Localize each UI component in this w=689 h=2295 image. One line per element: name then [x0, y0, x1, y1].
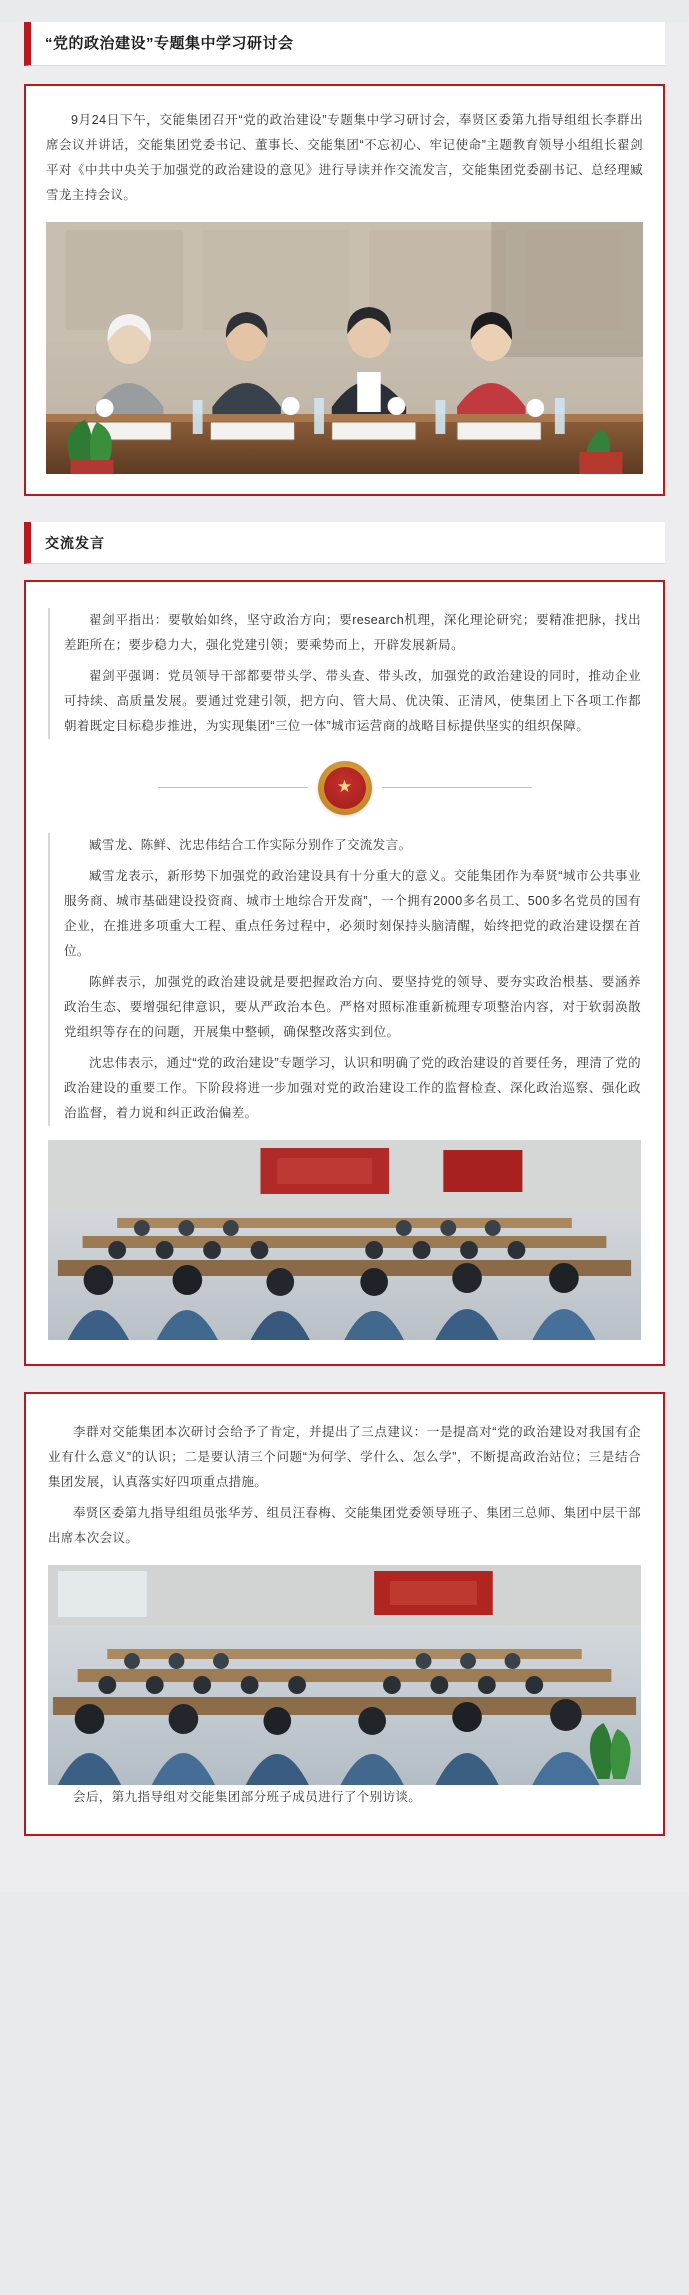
conclusion-paragraph-1: 李群对交能集团本次研讨会给予了肯定，并提出了三点建议：一是提高对“党的政治建设对我国有企业有什么意义”的认识；二是要认清三个问题“为何学、学什么、怎么学”，不断提高政治站位；三是结合集团发展，认真落实好四项重点措施。	[48, 1424, 641, 1489]
conclusion-photo-wrap	[48, 1565, 641, 1785]
page-title: “党的政治建设”专题集中学习研讨会	[45, 35, 294, 52]
conference-room-illustration-2	[48, 1565, 641, 1785]
exchange-photo-wrap	[48, 1140, 641, 1340]
section-intro-card	[24, 84, 665, 496]
panel-meeting-illustration	[46, 222, 643, 474]
exchange-paragraph-1: 翟剑平指出：要敬始如终，坚守政治方向；要research机理，深化理论研究；要精准把脉，找出差距所在；要步稳力大，强化党建引领；要乘势而上，开辟发展新局。	[64, 612, 641, 652]
conference-room-illustration-1	[48, 1140, 641, 1340]
star-icon: ★	[336, 777, 353, 797]
section-label-exchange	[24, 522, 665, 564]
ornament-line-right	[382, 787, 532, 788]
intro-photo-wrap	[46, 222, 643, 474]
panel-meeting-photo	[46, 222, 643, 474]
exchange-paragraph-6: 沈忠伟表示，通过“党的政治建设”专题学习，认识和明确了党的政治建设的首要任务，理清了党的政治建设的重要工作。下阶段将进一步加强对党的政治建设工作的监督检查、深化政治巡察、强化政治监督，着力说和纠正政治偏差。	[64, 1055, 641, 1120]
section-conclusion-card	[24, 1392, 665, 1836]
conclusion-paragraph-2: 奉贤区委第九指导组组员张华芳、组员汪春梅、交能集团党委领导班子、集团三总师、集团中层干部出席本次会议。	[48, 1505, 641, 1545]
conference-room-photo-2	[48, 1565, 641, 1785]
emblem-inner	[324, 767, 366, 809]
party-emblem-ornament	[48, 761, 641, 815]
article-page	[0, 22, 689, 1892]
exchange-paragraph-2: 翟剑平强调：党员领导干部都要带头学、带头查、带头改，加强党的政治建设的同时，推动企业可持续、高质量发展。要通过党建引领，把方向、管大局、优决策、正清风，使集团上下各项工作都朝着既定目标稳步推进，为实现集团“三位一体”城市运营商的战略目标提供坚实的组织保障。	[64, 668, 641, 733]
section-exchange-card	[24, 580, 665, 1366]
ornament-line-left	[158, 787, 308, 788]
conference-room-photo-1	[48, 1140, 641, 1340]
emblem-badge	[318, 761, 372, 815]
exchange-paragraph-4: 臧雪龙表示，新形势下加强党的政治建设具有十分重大的意义。交能集团作为奉贤“城市公共事业服务商、城市基础建设投资商、城市土地综合开发商”，一个拥有2000多名员工、500多名党员的国有企业，在推进多项重大工程、重点任务过程中，必须时刻保持头脑清醒，始终把党的政治建设摆在首位。	[64, 868, 641, 958]
exchange-paragraph-5: 陈鲜表示，加强党的政治建设就是要把握政治方向、要坚持党的领导、要夯实政治根基、要涵养政治生态、要增强纪律意识，要从严政治本色。严格对照标准重新梳理专项整治内容，对于软弱涣散党组织等存在的问题，开展集中整顿，确保整改落实到位。	[64, 974, 641, 1039]
exchange-bottom-block	[48, 833, 641, 1126]
exchange-paragraph-3: 臧雪龙、陈鲜、沈忠伟结合工作实际分别作了交流发言。	[89, 837, 412, 852]
intro-paragraph: 9月24日下午，交能集团召开“党的政治建设”专题集中学习研讨会，奉贤区委第九指导组组长李群出席会议并讲话，交能集团党委书记、董事长、交能集团“不忘初心、牢记使命”主题教育领导小组组长翟剑平对《中共中央关于加强党的政治建设的意见》进行导读并作交流发言，交能集团党委副书记、总经理臧雪龙主持会议。	[46, 112, 643, 202]
page-title-banner	[24, 22, 665, 66]
section-label-text: 交流发言	[45, 534, 105, 551]
closing-paragraph: 会后，第九指导组对交能集团部分班子成员进行了个别访谈。	[73, 1789, 422, 1804]
exchange-top-block	[48, 608, 641, 739]
